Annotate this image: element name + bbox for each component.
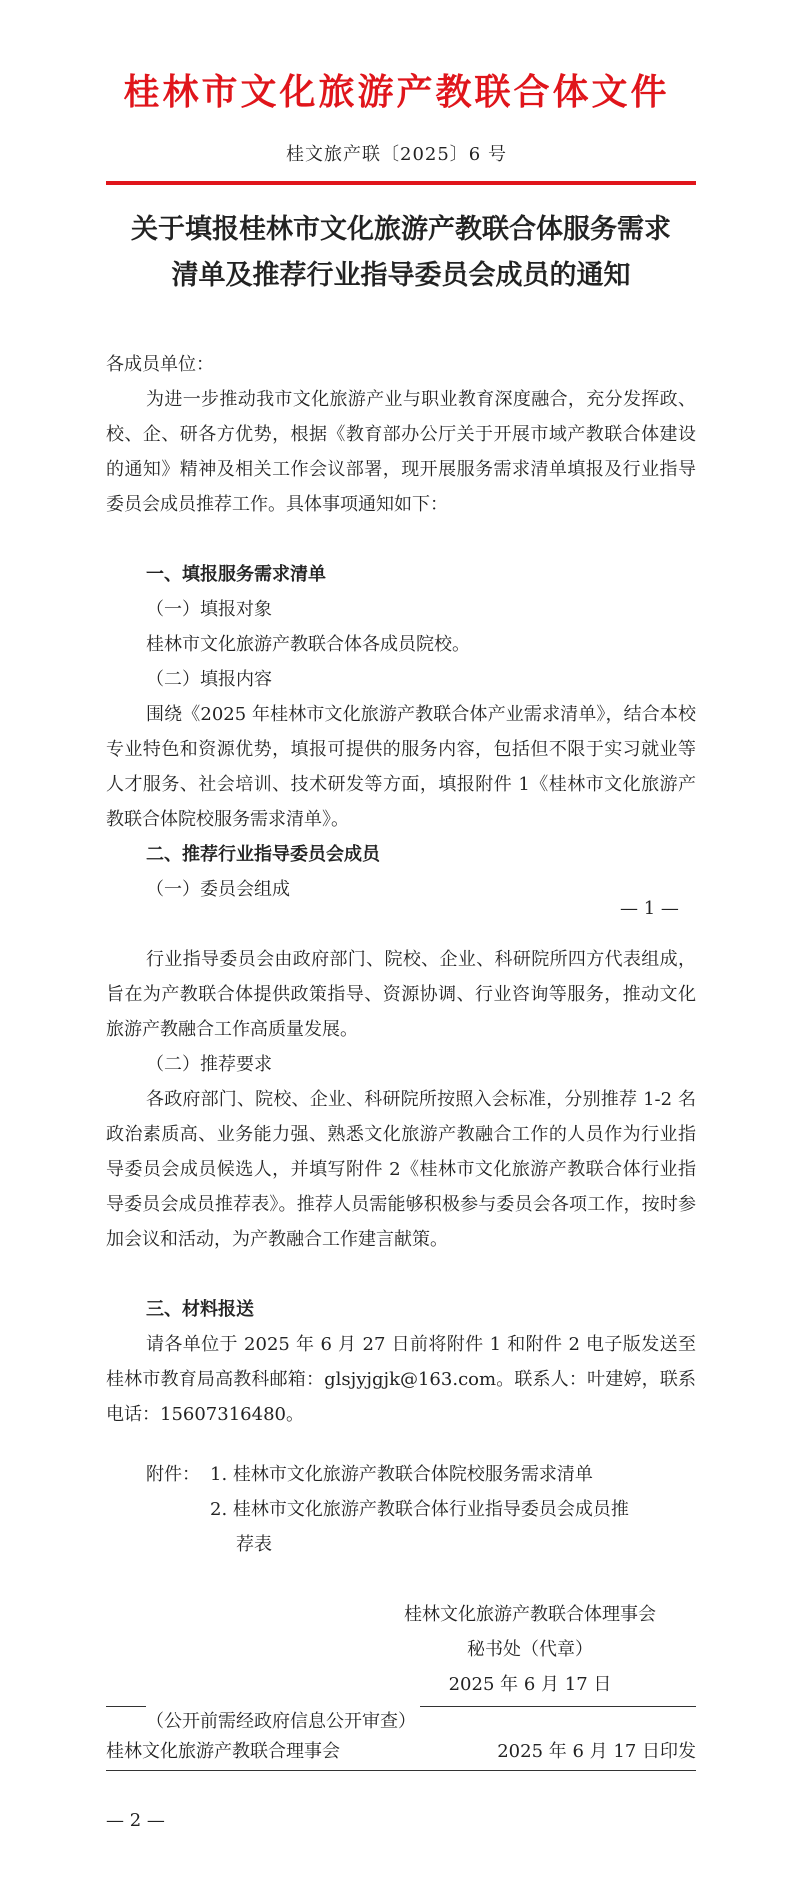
page-number-2: — 2 — — [106, 1810, 165, 1831]
signature-office: 秘书处（代章） — [467, 1639, 593, 1660]
footer-issuer: 桂林文化旅游产教联合理事会 — [106, 1741, 340, 1762]
footer-bottom-rule — [106, 1770, 696, 1771]
signature-org: 桂林文化旅游产教联合体理事会 — [404, 1604, 656, 1625]
section-2-2-text: 各政府部门、院校、企业、科研院所按照入会标准，分别推荐 1-2 名政治素质高、业务能力强、熟悉文化旅游产教融合工作的人员作为行业指导委员会成员候选人，并填写附件 2《桂林市文化旅游产教联合体行业指导委员会成员推荐表》。推荐人员需能够积极参与委员会各项工作，按时参加会议和活动，为产教融合工作建言献策。 — [106, 1089, 696, 1250]
attachment-item-2: 2. 桂林市文化旅游产教联合体行业指导委员会成员推 — [210, 1499, 629, 1520]
footer-printed-date: 2025 年 6 月 17 日印发 — [497, 1741, 696, 1762]
section-1-heading: 一、填报服务需求清单 — [146, 564, 326, 585]
section-2-1-text: 行业指导委员会由政府部门、院校、企业、科研院所四方代表组成，旨在为产教联合体提供政策指导、资源协调、行业咨询等服务，推动文化旅游产教融合工作高质量发展。 — [106, 949, 696, 1040]
disclosure-note: （公开前需经政府信息公开审查） — [146, 1704, 420, 1739]
notice-title-line-1: 关于填报桂林市文化旅游产教联合体服务需求 — [131, 214, 671, 245]
notice-title — [106, 207, 696, 299]
document-number: 桂文旅产联〔2025〕6 号 — [286, 144, 507, 165]
attachment-item-1: 1. 桂林市文化旅游产教联合体院校服务需求清单 — [210, 1464, 593, 1485]
section-1-1-text: 桂林市文化旅游产教联合体各成员院校。 — [146, 634, 470, 655]
section-2-heading: 二、推荐行业指导委员会成员 — [146, 844, 380, 865]
section-2-1-heading: （一）委员会组成 — [146, 879, 290, 900]
salutation: 各成员单位： — [106, 354, 214, 375]
red-divider — [106, 181, 696, 185]
notice-title-line-2: 清单及推荐行业指导委员会成员的通知 — [171, 260, 631, 291]
signature-date: 2025 年 6 月 17 日 — [448, 1674, 612, 1695]
section-3-text: 请各单位于 2025 年 6 月 27 日前将附件 1 和附件 2 电子版发送至桂林市教育局高教科邮箱：glsjyjgjk@163.com。联系人：叶建婷，联系电话：15607316480。 — [106, 1334, 696, 1425]
section-1-2-heading: （二）填报内容 — [146, 669, 272, 690]
section-1-2-text: 围绕《2025 年桂林市文化旅游产教联合体产业需求清单》，结合本校专业特色和资源优势，填报可提供的服务内容，包括但不限于实习就业等人才服务、社会培训、技术研发等方面，填报附件 1《桂林市文化旅游产教联合体院校服务需求清单》。 — [106, 704, 696, 830]
attachments-label: 附件： — [146, 1464, 200, 1485]
intro-paragraph: 为进一步推动我市文化旅游产业与职业教育深度融合，充分发挥政、校、企、研各方优势，根据《教育部办公厅关于开展市域产教联合体建设的通知》精神及相关工作会议部署，现开展服务需求清单填报及行业指导委员会成员推荐工作。具体事项通知如下： — [106, 389, 696, 515]
section-2-2-heading: （二）推荐要求 — [146, 1054, 272, 1075]
document-header-title: 桂林市文化旅游产教联合体文件 — [123, 71, 670, 113]
section-3-heading: 三、材料报送 — [146, 1299, 254, 1320]
section-1-1-heading: （一）填报对象 — [146, 599, 272, 620]
attachment-item-2-cont: 荐表 — [236, 1534, 272, 1555]
page-number-1: — 1 — — [620, 898, 679, 919]
